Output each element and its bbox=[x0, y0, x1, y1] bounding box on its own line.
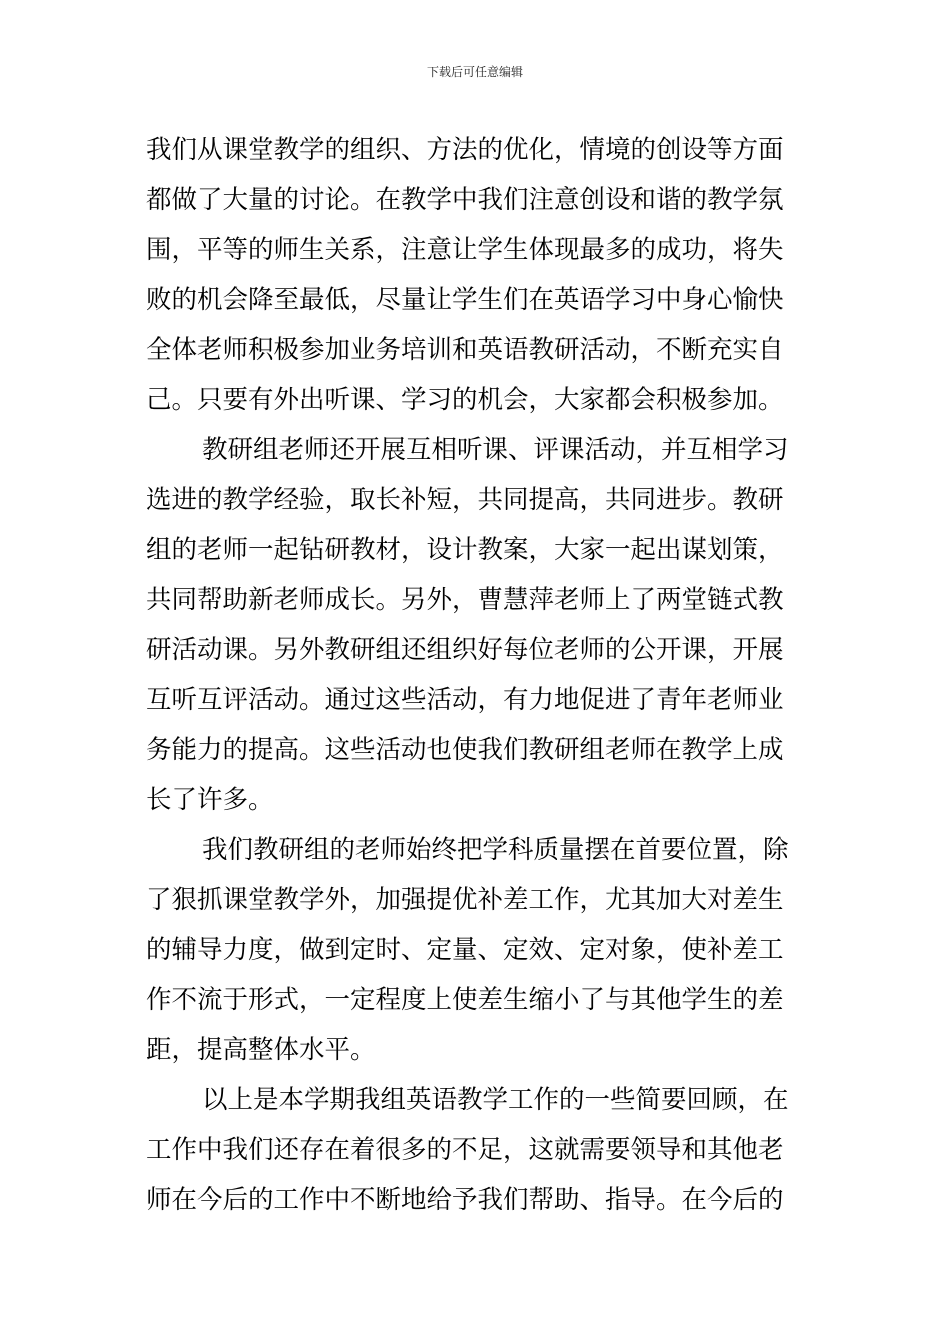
paragraph-2 bbox=[146, 425, 808, 825]
text-line: 都做了大量的讨论。在教学中我们注意创设和谐的教学氛 bbox=[146, 185, 784, 215]
page-header: 下载后可任意编辑 bbox=[426, 65, 523, 79]
text-line: 选进的教学经验，取长补短，共同提高，共同进步。教研 bbox=[146, 485, 784, 515]
document-body bbox=[146, 125, 808, 1225]
paragraph-1 bbox=[146, 125, 808, 425]
text-line: 师在今后的工作中不断地给予我们帮助、指导。在今后的 bbox=[146, 1185, 784, 1215]
text-line: 教研组老师还开展互相听课、评课活动，并互相学习 bbox=[202, 435, 789, 465]
text-line: 距，提高整体水平。 bbox=[146, 1035, 376, 1065]
text-line: 共同帮助新老师成长。另外，曹慧萍老师上了两堂链式教 bbox=[146, 585, 784, 615]
text-line: 作不流于形式，一定程度上使差生缩小了与其他学生的差 bbox=[146, 985, 784, 1015]
text-line: 长了许多。 bbox=[146, 785, 274, 815]
text-line: 围，平等的师生关系，注意让学生体现最多的成功，将失 bbox=[146, 235, 784, 265]
text-line: 我们教研组的老师始终把学科质量摆在首要位置，除 bbox=[202, 835, 789, 865]
text-line: 己。只要有外出听课、学习的机会，大家都会积极参加。 bbox=[146, 385, 784, 415]
text-line: 研活动课。另外教研组还组织好每位老师的公开课，开展 bbox=[146, 635, 784, 665]
text-line: 互听互评活动。通过这些活动，有力地促进了青年老师业 bbox=[146, 685, 784, 715]
text-line: 了狠抓课堂教学外，加强提优补差工作，尤其加大对差生 bbox=[146, 885, 784, 915]
text-line: 组的老师一起钻研教材，设计教案，大家一起出谋划策， bbox=[146, 535, 784, 565]
text-line: 以上是本学期我组英语教学工作的一些简要回顾，在 bbox=[202, 1085, 789, 1115]
paragraph-3 bbox=[146, 825, 808, 1075]
text-line: 全体老师积极参加业务培训和英语教研活动，不断充实自 bbox=[146, 335, 784, 365]
text-line: 败的机会降至最低，尽量让学生们在英语学习中身心愉快 bbox=[146, 285, 784, 315]
text-line: 我们从课堂教学的组织、方法的优化，情境的创设等方面 bbox=[146, 135, 784, 165]
paragraph-4 bbox=[146, 1075, 808, 1225]
text-line: 务能力的提高。这些活动也使我们教研组老师在教学上成 bbox=[146, 735, 784, 765]
text-line: 工作中我们还存在着很多的不足，这就需要领导和其他老 bbox=[146, 1135, 784, 1165]
text-line: 的辅导力度，做到定时、定量、定效、定对象，使补差工 bbox=[146, 935, 784, 965]
